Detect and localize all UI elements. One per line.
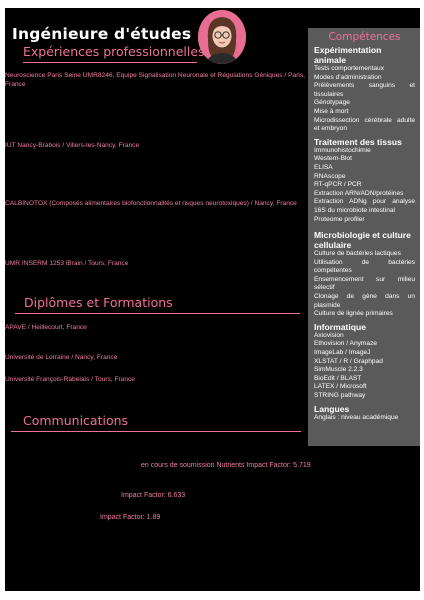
- skill-item: Modes d'administration: [314, 73, 382, 81]
- skill-item: SimMuscle 2.2.3: [314, 366, 363, 374]
- communications-section-title: Communications: [23, 413, 129, 428]
- education-entry: Université François-Rabelais / Tours, France: [5, 376, 135, 383]
- skill-category-title: Expérimentation animale: [314, 45, 382, 65]
- skill-item: Tests comportementaux: [314, 65, 384, 72]
- communication-entry: Impact Factor: 1.89: [100, 514, 161, 521]
- skill-item: Western-Blot: [314, 155, 352, 163]
- skill-item: Prélèvements sanguins et tissulaires: [314, 82, 415, 98]
- skills-sidebar: [308, 28, 420, 446]
- communications-title-rule: [11, 431, 301, 432]
- skill-item: Ethovision / Anymaze: [314, 340, 378, 348]
- skill-item: RNAscope: [314, 172, 346, 180]
- skill-item: Extraction ARN/ADN/protéines: [314, 189, 404, 197]
- skill-item: Clonage de gène dans un plasmide: [314, 293, 415, 309]
- skill-item: Utilisation de bactéries compétentes: [314, 258, 415, 275]
- skills-title: Compétences: [328, 31, 401, 43]
- skill-item: Mise à mort: [314, 107, 349, 115]
- skill-category-title: Langues: [314, 403, 350, 414]
- cv-page: [5, 8, 420, 591]
- skill-item: ImageLab / ImageJ: [314, 349, 371, 357]
- skill-item: Ensemencement sur milieu sélectif: [314, 275, 415, 292]
- skill-item: ELISA: [314, 163, 333, 171]
- skill-item: XLSTAT / R / Graphpad: [314, 357, 383, 365]
- skill-item: Anglais : niveau académique: [314, 413, 399, 421]
- communication-entry: en cours de soumission Nutrients Impact Factor: 5.719: [141, 462, 311, 469]
- skill-category-title: Microbiologie et culture cellulaire: [314, 230, 411, 251]
- skill-category-title: Informatique: [314, 321, 367, 332]
- education-title-rule: [15, 313, 300, 314]
- experience-title-rule: [23, 62, 197, 63]
- education-entry: APAVE / Heillecourt, France: [5, 324, 87, 331]
- education-entry: Université de Lorraine / Nancy, France: [5, 354, 118, 361]
- experience-entry: UMR INSERM 1253 iBrain / Tours, France: [5, 260, 129, 267]
- skill-item: BioEdit / BLAST: [314, 374, 362, 382]
- skill-item: Culture de bactéries lactiques: [314, 250, 401, 258]
- skill-category-title: Traitement des tissus: [314, 136, 402, 147]
- education-section-title: Diplômes et Formations: [24, 295, 173, 310]
- experience-entry: Neuroscience Paris Seine UMR8246, Equipe Signalisation Neuronale et Régulations Géniques / Paris, France: [5, 72, 305, 88]
- skill-item: Proteome profiler: [314, 215, 365, 223]
- skill-item: Microdissection cérébrale adulte et embryon: [314, 116, 415, 133]
- skill-item: STRING pathway: [314, 392, 366, 399]
- job-title: Ingénieure d'études: [12, 25, 192, 43]
- skill-item: Extraction ADNg pour analyse 16S du microbiote intestinal: [314, 198, 415, 214]
- communication-entry: Impact Factor: 6.633: [121, 492, 186, 499]
- skill-item: Culture de lignée primaires: [314, 310, 393, 318]
- profile-photo-image: [198, 10, 246, 64]
- skill-item: Axiovision: [314, 331, 344, 339]
- profile-photo: [198, 10, 246, 64]
- skill-item: LATEX / Microsoft: [314, 383, 367, 391]
- skill-item: Immunohistochimie: [314, 146, 371, 154]
- skill-item: RT-qPCR / PCR: [314, 181, 362, 189]
- experience-entry: CALBINOTOX (Composés alimentaires biofonctionnalités et risques neurotoxiques) / Nancy, France: [5, 200, 297, 207]
- skill-item: Génotypage: [314, 99, 350, 107]
- experience-section-title: Expériences professionnelles: [23, 44, 205, 59]
- experience-entry: IUT Nancy-Brabois / Villers-les-Nancy, France: [5, 142, 140, 149]
